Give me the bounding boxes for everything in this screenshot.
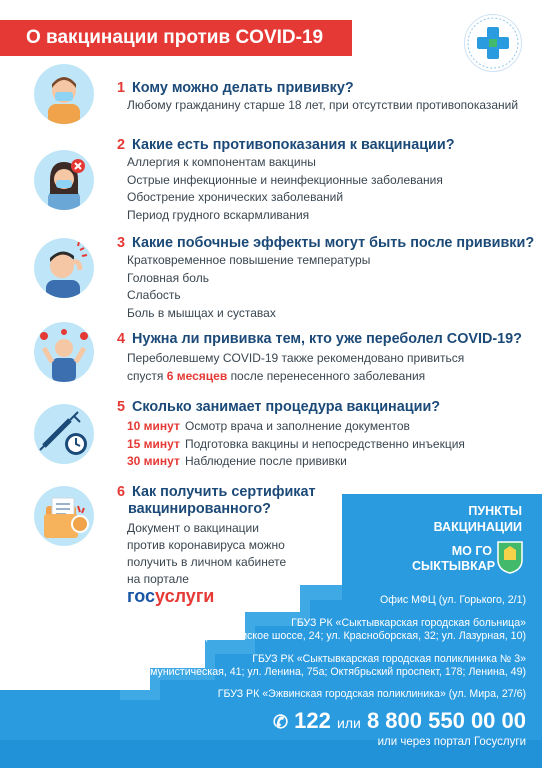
phone-or: или xyxy=(337,715,361,731)
answer-2 xyxy=(127,154,443,224)
answer-line: Период грудного вскармливания xyxy=(127,207,310,222)
masked-person-icon xyxy=(34,64,94,124)
recovered-person-icon xyxy=(34,322,94,382)
question-4 xyxy=(117,331,522,347)
vaccination-points-title xyxy=(434,503,522,535)
address-ezhva-clinic: ГБУЗ РК «Эжвинская городская поликлиника» (ул. Мира, 27/6) xyxy=(217,688,526,700)
time-value: 15 минут xyxy=(127,436,180,451)
six-months-highlight: 6 месяцев xyxy=(166,368,228,383)
answer-line: Боль в мышцах и суставах xyxy=(127,305,276,320)
time-description: Наблюдение после прививки xyxy=(185,454,347,468)
answer-line: Кратковременное повышение температуры xyxy=(127,253,371,267)
question-1 xyxy=(117,80,354,96)
answer-text: спустя xyxy=(127,368,164,383)
question-number: 2 xyxy=(117,137,126,153)
answer-line: на портале xyxy=(127,572,189,586)
gosuslugi-logo xyxy=(127,586,214,607)
question-text: Какие есть противопоказания к вакцинации? xyxy=(132,137,455,153)
points-title-line: ВАКЦИНАЦИИ xyxy=(433,520,522,534)
time-row xyxy=(127,453,465,471)
answer-6 xyxy=(127,520,286,588)
page-title: О вакцинации против COVID-19 xyxy=(0,20,352,56)
question-6 xyxy=(117,484,316,518)
gosuslugi-part-1: гос xyxy=(127,586,156,606)
answer-line: Головная боль xyxy=(127,270,209,285)
headache-person-icon xyxy=(34,238,94,298)
answer-line: Обострение хронических заболеваний xyxy=(127,190,344,204)
question-number: 3 xyxy=(117,235,126,251)
answer-line: Переболевшему COVID-19 также рекомендовано привиться xyxy=(127,351,465,365)
phone-long: 8 800 550 00 00 xyxy=(366,708,526,733)
phone-icon: ✆ xyxy=(272,712,289,732)
answer-5 xyxy=(127,418,465,471)
question-text: Сколько занимает процедура вакцинации? xyxy=(132,399,441,415)
question-number: 5 xyxy=(117,399,126,415)
time-row xyxy=(127,418,465,436)
hotline-phones xyxy=(273,708,526,734)
question-text: Как получить сертификат xyxy=(132,484,316,500)
answer-line: Острые инфекционные и неинфекционные заболевания xyxy=(127,172,443,187)
address-clinic3-name: ГБУЗ РК «Сыктывкарская городская поликлиника № 3» xyxy=(252,653,526,665)
time-description: Осмотр врача и заполнение документов xyxy=(185,419,410,433)
question-number: 1 xyxy=(117,80,126,96)
question-5 xyxy=(117,399,440,415)
municipality-line: МО ГО xyxy=(451,544,492,558)
ministry-logo xyxy=(464,14,522,72)
points-title-line: ПУНКТЫ xyxy=(468,504,522,518)
question-text: Какие побочные эффекты могут быть после прививки? xyxy=(132,235,535,251)
certificate-folder-icon xyxy=(34,486,94,546)
medical-cross-icon xyxy=(465,15,521,71)
syringe-clock-icon xyxy=(34,404,94,464)
answer-line xyxy=(127,368,464,386)
gosuslugi-part-2: услуги xyxy=(155,586,215,606)
answer-text: после перенесенного заболевания xyxy=(230,368,426,383)
answer-line: Любому гражданину старше 18 лет, при отсутствии противопоказаний xyxy=(127,98,519,112)
question-2 xyxy=(117,137,455,153)
address-clinic3-locations: (ул. Коммунистическая, 41; ул. Ленина, 75а; Октябрьский проспект, 178; Ленина, 49) xyxy=(110,666,526,678)
answer-4 xyxy=(127,350,464,385)
answer-line: Аллергия к компонентам вакцины xyxy=(127,155,316,169)
answer-line: получить в личном кабинете xyxy=(127,555,287,569)
answer-1 xyxy=(127,97,518,115)
time-value: 30 минут xyxy=(127,454,180,468)
portal-text: или через портал Госуслуги xyxy=(377,736,526,748)
answer-line: Слабость xyxy=(127,288,181,302)
contraindication-person-icon xyxy=(34,150,94,210)
address-hospital-name: ГБУЗ РК «Сыктывкарская городская больница» xyxy=(291,617,526,629)
municipality-name xyxy=(412,544,496,574)
phone-short: 122 xyxy=(294,708,331,733)
time-description: Подготовка вакцины и непосредственно инъекция xyxy=(185,436,465,451)
municipality-line: СЫКТЫВКАР xyxy=(412,559,496,573)
question-number: 4 xyxy=(117,331,126,347)
time-row xyxy=(127,436,465,454)
question-3 xyxy=(117,235,534,251)
answer-3 xyxy=(127,252,370,322)
question-text: Кому можно делать прививку? xyxy=(132,80,354,96)
coat-of-arms-icon xyxy=(496,540,524,574)
question-text: вакцинированного? xyxy=(128,501,271,517)
address-mfc: Офис МФЦ (ул. Горького, 2/1) xyxy=(380,594,526,606)
address-hospital-locations: (Нювчимское шоссе, 24; ул. Красноборская, 32; ул. Лазурная, 10) xyxy=(204,630,526,642)
question-number: 6 xyxy=(117,484,126,500)
time-value: 10 минут xyxy=(127,419,180,433)
answer-line: Документ о вакцинации xyxy=(127,521,259,535)
question-text: Нужна ли прививка тем, кто уже переболел COVID-19? xyxy=(132,331,522,347)
answer-line: против коронавируса можно xyxy=(127,538,285,552)
